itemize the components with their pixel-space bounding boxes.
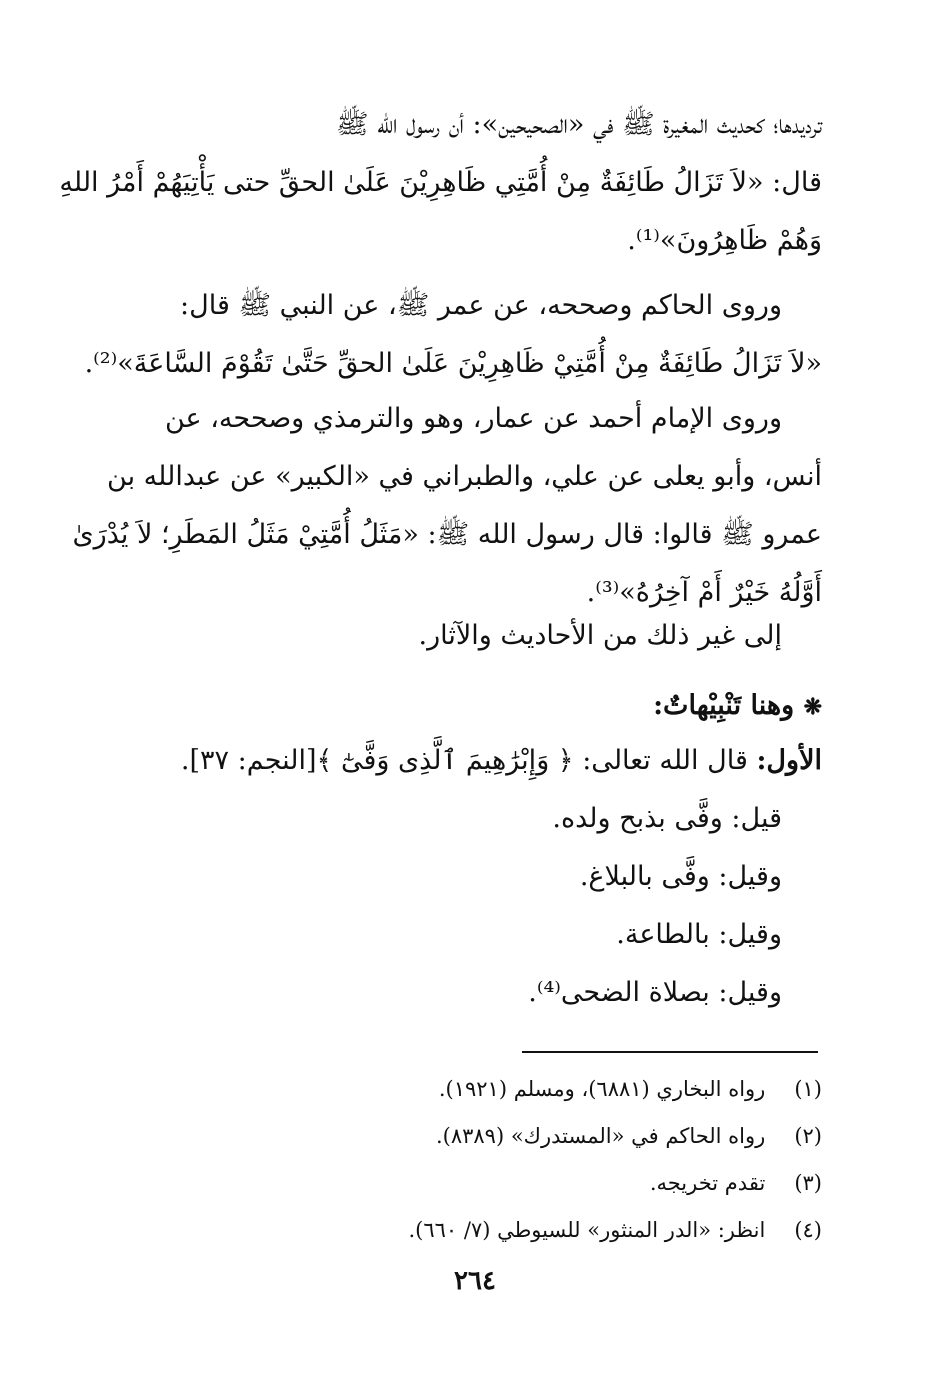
text-line: وقيل: بصلاة الضحى⁽⁴⁾.: [528, 977, 782, 1008]
text-line: عمرو ﷺ قالوا: قال رسول الله ﷺ: «مَثَلُ أُمَّتِيْ مَثَلُ المَطَرِ؛ لاَ يُدْرَىٰ: [72, 519, 822, 550]
notes-list: [132, 732, 822, 1022]
footnote-number: (٣): [794, 1171, 822, 1195]
main-text-paragraph-3: [72, 390, 822, 622]
text-line: أنس، وأبو يعلى عن علي، والطبراني في «الكبير» عن عبدالله بن: [107, 461, 822, 492]
main-text-paragraph-4: [132, 607, 822, 665]
text-line: وقيل: وفَّى بالبلاغ.: [579, 861, 782, 892]
footnote-text: انظر: «الدر المنثور» للسيوطي (٧/ ٦٦٠).: [408, 1218, 766, 1242]
note-first: [132, 732, 822, 790]
text-line: «لاَ تَزَالُ طَائِفَةٌ مِنْ أُمَّتِيْ ظَاهِرِيْنَ عَلَىٰ الحقِّ حَتَّىٰ تَقُوْمَ السَّاعَةَ»⁽²⁾.: [84, 348, 822, 379]
footnote-number: (٤): [794, 1218, 822, 1242]
footnote-text: تقدم تخريجه.: [649, 1171, 766, 1195]
footnote-item: [122, 1066, 822, 1113]
text-line: إلى غير ذلك من الأحاديث والآثار.: [418, 620, 782, 651]
footnote-text: رواه البخاري (٦٨٨١)، ومسلم (١٩٢١).: [438, 1077, 766, 1101]
asterisk-ornament-icon: ❋: [803, 694, 822, 720]
note-first-label: الأول:: [756, 745, 822, 776]
text-line: وروى الحاكم وصححه، عن عمر ﷺ، عن النبي ﷺ قال:: [180, 290, 782, 321]
main-text: [59, 96, 822, 270]
main-text-paragraph-2: [84, 277, 822, 393]
footnote-number: (٢): [794, 1124, 822, 1148]
text-line: ترديدها؛ كحديث المغيرة ﷺ في «الصحيحين»: أن رسول الله ﷺ: [336, 109, 822, 140]
footnotes: [122, 1066, 822, 1254]
page-number: ٢٦٤: [454, 1266, 496, 1296]
note-first-text: قال الله تعالى: ﴿ وَإِبْرَٰهِيمَ ٱلَّذِى وَفَّىٰٓ ﴾[النجم: ٣٧].: [180, 745, 748, 776]
footnote-text: رواه الحاكم في «المستدرك» (٨٣٨٩).: [435, 1124, 766, 1148]
footnote-divider: [522, 1051, 818, 1053]
text-line: وقيل: بالطاعة.: [616, 919, 782, 950]
text-line: وروى الإمام أحمد عن عمار، وهو والترمذي وصححه، عن: [164, 403, 782, 434]
text-line: قيل: وفَّى بذبح ولده.: [552, 803, 782, 834]
footnote-item: [122, 1160, 822, 1207]
text-line: قال: «لاَ تَزَالُ طَائِفَةٌ مِنْ أُمَّتِي ظَاهِرِيْنَ عَلَىٰ الحقِّ حتى يَأْتِيَهُمْ أَمْرُ اللهِ: [59, 167, 822, 198]
footnote-item: [122, 1113, 822, 1160]
text-line: وَهُمْ ظَاهِرُونَ»⁽¹⁾.: [627, 225, 822, 256]
footnote-number: (١): [794, 1077, 822, 1101]
footnote-item: [122, 1207, 822, 1254]
heading-text: وهنا تَنْبِيْهاتٌ:: [653, 690, 795, 721]
section-heading: [132, 677, 822, 736]
text-line: أَوَّلُهُ خَيْرٌ أَمْ آخِرُهُ»⁽³⁾.: [586, 577, 822, 608]
